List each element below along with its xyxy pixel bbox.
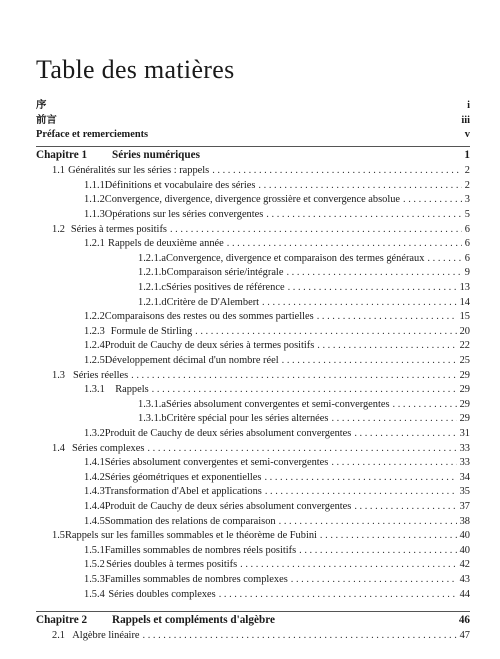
toc-title: Convergence, divergence et comparaison des termes généraux xyxy=(166,252,425,264)
toc-entry-section[interactable] xyxy=(52,630,470,642)
toc-title: Transformation d'Abel et applications xyxy=(104,486,262,498)
toc-number: 1.2 xyxy=(52,223,65,235)
dot-leader xyxy=(286,267,461,279)
dot-leader xyxy=(147,443,456,455)
toc-page-number: 38 xyxy=(459,515,470,527)
toc-page-number: 25 xyxy=(459,355,470,366)
toc-entry-front[interactable] xyxy=(36,115,470,127)
toc-number: 1.1.2 xyxy=(84,194,105,206)
toc-entry-sub[interactable] xyxy=(84,340,470,352)
toc-entry-subsub[interactable] xyxy=(138,267,470,279)
toc-title: Séries positives de référence xyxy=(166,282,285,293)
toc-entry-sub[interactable] xyxy=(84,326,470,338)
toc-page-number: 31 xyxy=(459,428,470,439)
toc-number: Chapitre 1 xyxy=(36,149,88,162)
toc-title: Comparaisons des restes ou des sommes partielles xyxy=(104,311,314,323)
toc-title: Rappels xyxy=(115,384,149,396)
toc-number: 1.2.1.d xyxy=(138,296,167,308)
toc-page-number: iii xyxy=(461,114,470,126)
dot-leader xyxy=(317,311,457,323)
toc-number: 1.5.4 xyxy=(84,588,105,600)
toc-entry-section[interactable] xyxy=(52,165,470,177)
toc-number: 1.2.1 xyxy=(84,238,105,250)
toc-number: 1.2.1.a xyxy=(138,252,166,264)
dot-leader xyxy=(427,253,461,265)
dot-leader xyxy=(240,559,456,571)
toc-page-number: 22 xyxy=(459,340,470,352)
toc-title: Algèbre linéaire xyxy=(72,629,140,641)
toc-number: 1.4.3 xyxy=(84,486,105,498)
toc-entry-front[interactable] xyxy=(36,100,470,112)
toc-title: Formule de Stirling xyxy=(110,325,193,337)
dot-leader xyxy=(131,370,456,382)
toc-title: Comparaison série/intégrale xyxy=(166,267,284,279)
toc-page-number: 6 xyxy=(464,223,470,235)
dot-leader xyxy=(299,545,456,557)
toc-title: Développement décimal d'un nombre réel xyxy=(104,355,279,366)
toc-entry-subsub[interactable] xyxy=(138,399,470,411)
toc-title: Rappels de deuxième année xyxy=(108,238,224,250)
toc-page-number: 37 xyxy=(459,501,470,512)
dot-leader xyxy=(331,457,456,469)
dot-leader xyxy=(152,384,457,396)
toc-entry-subsub[interactable] xyxy=(138,297,470,309)
dot-leader xyxy=(264,472,456,484)
toc-entry-sub[interactable] xyxy=(84,311,470,323)
toc-number: 1.5 xyxy=(52,530,65,542)
toc-page-number: 9 xyxy=(464,267,470,279)
toc-number: 1.1 xyxy=(52,165,65,177)
dot-leader xyxy=(282,355,457,367)
toc-number: Chapitre 2 xyxy=(36,613,88,626)
toc-page-number: i xyxy=(467,100,470,111)
toc-page-number: 29 xyxy=(459,369,470,381)
toc-title: Rappels et compléments d'algèbre xyxy=(112,613,275,626)
toc-entry-subsub[interactable] xyxy=(138,253,470,265)
toc-entry-section[interactable] xyxy=(52,370,470,382)
toc-page-number: 6 xyxy=(464,252,470,264)
toc-page-number: 2 xyxy=(464,165,470,177)
toc-entry-sub[interactable] xyxy=(84,574,470,586)
toc-entry-sub[interactable] xyxy=(84,472,470,484)
toc-title: Convergence, divergence, divergence grossière et convergence absolue xyxy=(104,194,401,206)
toc-page-number: 20 xyxy=(459,325,470,337)
toc-title: Séries complexes xyxy=(71,442,145,454)
toc-title: Séries doubles à termes positifs xyxy=(106,559,238,571)
toc-page-number: 3 xyxy=(464,194,470,206)
toc-number: 1.2.1.b xyxy=(138,267,167,279)
dot-leader xyxy=(265,486,457,498)
toc-number: 1.5.2 xyxy=(84,559,105,571)
toc-entry-sub[interactable] xyxy=(84,501,470,513)
chapter-rule xyxy=(36,146,470,147)
toc-page-number: 1 xyxy=(464,149,470,162)
toc-page-number: 43 xyxy=(459,574,470,585)
toc-page-number: 13 xyxy=(459,282,470,293)
toc-title: Opérations sur les séries convergentes xyxy=(104,209,264,220)
toc-number: 1.4 xyxy=(52,442,65,454)
dot-leader xyxy=(279,516,457,528)
toc-title: 前言 xyxy=(36,114,57,126)
toc-title: Séries numériques xyxy=(112,149,200,162)
toc-number: 1.2.5 xyxy=(84,355,105,366)
toc-number: 1.3.1.a xyxy=(138,398,166,410)
dot-leader xyxy=(219,589,457,601)
toc-number: 1.1.3 xyxy=(84,209,105,220)
toc-entry-sub[interactable] xyxy=(84,589,470,601)
toc-title: Produit de Cauchy de deux séries absolument convergentes xyxy=(104,501,352,512)
dot-leader xyxy=(320,530,457,542)
toc-number: 1.5.3 xyxy=(84,574,105,585)
toc-number: 1.1.1 xyxy=(84,179,105,191)
toc-title: Critère de D'Alembert xyxy=(166,296,260,308)
toc-page-number: v xyxy=(464,129,470,141)
toc-page-number: 2 xyxy=(464,179,470,191)
toc-title: Séries absolument convergentes et semi-convergentes xyxy=(104,457,329,469)
toc-number: 1.3.1.b xyxy=(138,413,167,425)
dot-leader xyxy=(170,224,462,236)
dot-leader xyxy=(262,297,457,309)
toc-page-number: 47 xyxy=(459,629,470,641)
toc-page-number: 29 xyxy=(459,398,470,410)
toc-page-number: 46 xyxy=(458,613,470,626)
toc-number: 1.5.1 xyxy=(84,544,105,556)
toc-page-number: 5 xyxy=(464,209,470,220)
toc-entry-section[interactable] xyxy=(52,443,470,455)
toc-entry-sub[interactable] xyxy=(84,457,470,469)
toc-title: Sommation des relations de comparaison xyxy=(104,515,276,527)
toc-title: Généralités sur les séries : rappels xyxy=(68,165,210,177)
toc-number: 1.3.1 xyxy=(84,384,105,396)
toc-entry-sub[interactable] xyxy=(84,238,470,250)
dot-leader xyxy=(195,326,456,338)
toc-title: Séries réelles xyxy=(73,369,129,381)
toc-title: 序 xyxy=(36,100,47,111)
toc-entry-sub[interactable] xyxy=(84,516,470,528)
toc-number: 1.3 xyxy=(52,369,65,381)
toc-entry-subsub[interactable] xyxy=(138,282,470,294)
dot-leader xyxy=(258,180,461,192)
dot-leader xyxy=(212,165,462,177)
toc-page-number: 44 xyxy=(459,588,470,600)
toc-title: Produit de Cauchy de deux séries absolument convergentes xyxy=(104,428,352,439)
toc-entry-section[interactable] xyxy=(52,530,470,542)
toc-title: Séries doubles complexes xyxy=(108,588,216,600)
toc-title: Familles sommables de nombres complexes xyxy=(104,574,288,585)
toc-title: Séries absolument convergentes et semi-convergentes xyxy=(166,398,390,410)
toc-title: Critère spécial pour les séries alternées xyxy=(166,413,329,425)
toc-title: Définitions et vocabulaire des séries xyxy=(104,179,256,191)
toc-number: 1.3.2 xyxy=(84,428,105,439)
dot-leader xyxy=(143,630,457,642)
dot-leader xyxy=(317,340,456,352)
toc-number: 1.2.3 xyxy=(84,325,105,337)
toc-page-number: 40 xyxy=(459,544,470,556)
toc-number: 1.2.4 xyxy=(84,340,105,352)
toc-entry-sub[interactable] xyxy=(84,384,470,396)
toc-entry-section[interactable] xyxy=(52,224,470,236)
toc-title: Séries à termes positifs xyxy=(70,223,167,235)
toc-entry-sub[interactable] xyxy=(84,355,470,367)
toc-entry-sub[interactable] xyxy=(84,486,470,498)
toc-number: 1.2.1.c xyxy=(138,282,166,293)
toc-entry-chapter[interactable] xyxy=(36,614,470,626)
dot-leader xyxy=(288,282,457,294)
toc-page-number: 33 xyxy=(459,457,470,469)
toc-page-number: 40 xyxy=(459,530,470,542)
page-title: Table des matières xyxy=(36,55,235,84)
toc-page-number: 6 xyxy=(464,238,470,250)
toc-entry-sub[interactable] xyxy=(84,180,470,192)
toc-entry-sub[interactable] xyxy=(84,545,470,557)
dot-leader xyxy=(354,501,456,513)
dot-leader xyxy=(291,574,457,586)
toc-entry-sub[interactable] xyxy=(84,428,470,440)
toc-entry-sub[interactable] xyxy=(84,209,470,221)
toc-page-number: 34 xyxy=(459,471,470,483)
chapter-rule xyxy=(36,611,470,612)
toc-title: Produit de Cauchy de deux séries à termes positifs xyxy=(104,340,315,352)
toc-number: 2.1 xyxy=(52,629,65,641)
toc-number: 1.4.1 xyxy=(84,457,105,469)
toc-title: Familles sommables de nombres réels positifs xyxy=(104,544,297,556)
dot-leader xyxy=(393,399,457,411)
dot-leader xyxy=(266,209,462,221)
dot-leader xyxy=(331,413,456,425)
toc-page-number: 14 xyxy=(459,296,470,308)
toc-entry-front[interactable] xyxy=(36,129,470,141)
toc-entry-sub[interactable] xyxy=(84,559,470,571)
toc-number: 1.2.2 xyxy=(84,311,105,323)
toc-title: Rappels sur les familles sommables et le théorème de Fubini xyxy=(65,530,317,542)
toc-page-number: 42 xyxy=(459,559,470,571)
toc-page-number: 33 xyxy=(459,442,470,454)
toc-entry-sub[interactable] xyxy=(84,194,470,206)
dot-leader xyxy=(403,194,462,206)
dot-leader xyxy=(354,428,456,440)
toc-title: Séries géométriques et exponentielles xyxy=(104,471,262,483)
dot-leader xyxy=(227,238,462,250)
toc-number: 1.4.5 xyxy=(84,515,105,527)
toc-entry-subsub[interactable] xyxy=(138,413,470,425)
toc-title: Préface et remerciements xyxy=(36,129,149,141)
toc-number: 1.4.4 xyxy=(84,501,105,512)
toc-page-number: 15 xyxy=(459,311,470,323)
toc-number: 1.4.2 xyxy=(84,471,105,483)
toc-page-number: 29 xyxy=(459,413,470,425)
toc-page-number: 29 xyxy=(459,384,470,396)
toc-entry-chapter[interactable] xyxy=(36,149,470,161)
toc-page-number: 35 xyxy=(459,486,470,498)
